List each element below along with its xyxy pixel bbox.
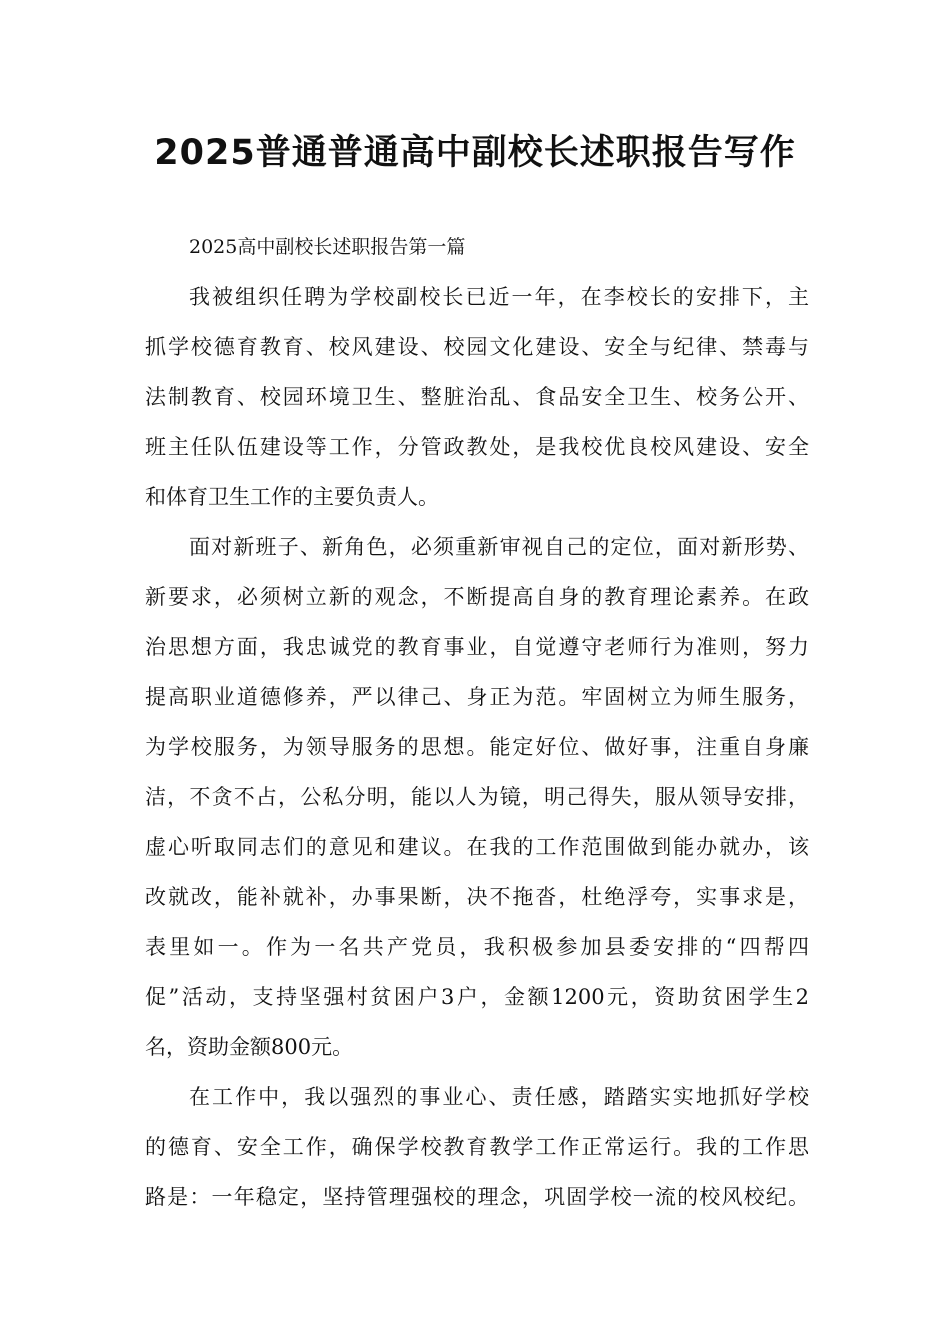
paragraph-line: 抓学校德育教育、校风建设、校园文化建设、安全与纪律、禁毒与: [145, 335, 809, 359]
paragraph-line: 和体育卫生工作的主要负责人。: [145, 485, 439, 509]
paragraph-line: 法制教育、校园环境卫生、整脏治乱、食品安全卫生、校务公开、: [145, 385, 809, 409]
paragraph-line: 在工作中，我以强烈的事业心、责任感，踏踏实实地抓好学校: [189, 1085, 809, 1109]
paragraph-line: 治思想方面，我忠诚党的教育事业，自觉遵守老师行为准则，努力: [145, 635, 809, 659]
paragraph-line: 洁，不贪不占，公私分明，能以人为镜，明己得失，服从领导安排，: [145, 785, 809, 809]
paragraph-line: 的德育、安全工作，确保学校教育教学工作正常运行。我的工作思: [145, 1135, 809, 1159]
paragraph-2: [145, 522, 809, 1072]
paragraph-line: 虚心听取同志们的意见和建议。在我的工作范围做到能办就办，该: [145, 835, 809, 859]
paragraph-line: 提高职业道德修养，严以律己、身正为范。牢固树立为师生服务，: [145, 685, 809, 709]
paragraph-3: [145, 1072, 809, 1222]
paragraph-line: 促”活动，支持坚强村贫困户3户，金额1200元，资助贫困学生2: [145, 985, 809, 1009]
paragraph-line: 名，资助金额800元。: [145, 1035, 354, 1059]
paragraph-line: 表里如一。作为一名共产党员，我积极参加县委安排的“四帮四: [145, 935, 809, 959]
section-heading: 2025高中副校长述职报告第一篇: [189, 236, 466, 258]
document-body: [145, 222, 809, 1222]
paragraph-line: 面对新班子、新角色，必须重新审视自己的定位，面对新形势、: [189, 535, 809, 559]
paragraph-line: 我被组织任聘为学校副校长已近一年，在李校长的安排下，主: [189, 285, 809, 309]
paragraph-line: 改就改，能补就补，办事果断，决不拖沓，杜绝浮夸，实事求是，: [145, 885, 809, 909]
paragraph-1: [145, 272, 809, 522]
paragraph-line: 新要求，必须树立新的观念，不断提高自身的教育理论素养。在政: [145, 585, 809, 609]
document-title: 2025普通普通高中副校长述职报告写作: [154, 133, 796, 173]
paragraph-line: 班主任队伍建设等工作，分管政教处，是我校优良校风建设、安全: [145, 435, 809, 459]
paragraph-line: 为学校服务，为领导服务的思想。能定好位、做好事，注重自身廉: [145, 735, 809, 759]
paragraph-line: 路是：一年稳定，坚持管理强校的理念，巩固学校一流的校风校纪。: [145, 1185, 809, 1209]
